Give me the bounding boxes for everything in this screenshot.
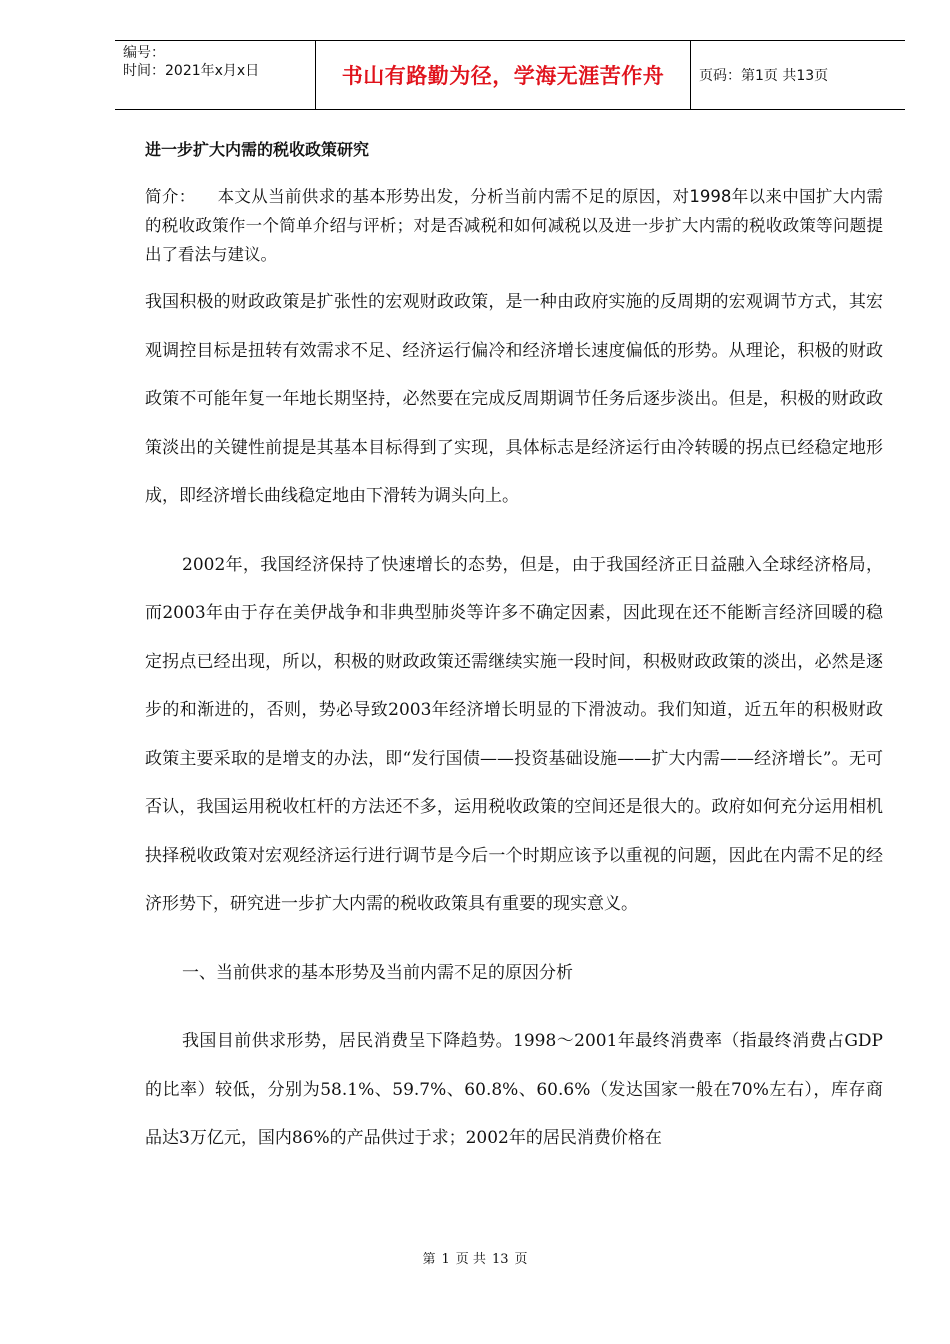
document-summary [145, 182, 883, 269]
doc-code-label: 编号： [123, 45, 165, 61]
header-meta-cell [115, 41, 316, 109]
document-body [145, 128, 883, 1163]
page-footer [0, 1248, 950, 1267]
paragraph-1: 我国积极的财政政策是扩张性的宏观财政政策，是一种由政府实施的反周期的宏观调节方式，其宏观调控目标是扭转有效需求不足、经济运行偏冷和经济增长速度偏低的形势。从理论，积极的财政政策不可能年复一年地长期坚持，必然要在完成反周期调节任务后逐步淡出。但是，积极的财政政策淡出的关键性前提是其基本目标得到了实现，具体标志是经济运行由冷转暖的拐点已经稳定地形成，即经济增长曲线稳定地由下滑转为调头向上。 [145, 292, 883, 506]
footer-page-number: 1 [441, 1252, 450, 1267]
paragraph-3: 我国目前供求形势，居民消费呈下降趋势。1998～2001年最终消费率（指最终消费占GDP的比率）较低，分别为58.1%、59.7%、60.8%、60.6%（发达国家一般在70%左右），库存商品达3万亿元，国内86%的产品供过于求；2002年的居民消费价格在 [145, 1031, 883, 1148]
header-page-info: 页码：第1页 共13页 [699, 68, 829, 84]
paragraph-2: 2002年，我国经济保持了快速增长的态势，但是，由于我国经济正日益融入全球经济格局，而2003年由于存在美伊战争和非典型肺炎等许多不确定因素，因此现在还不能断言经济回暖的稳定拐点已经出现，所以，积极的财政政策还需继续实施一段时间，积极财政政策的淡出，必然是逐步的和渐进的，否则，势必导致2003年经济增长明显的下滑波动。我们知道，近五年的积极财政政策主要采取的是增支的办法，即“发行国债——投资基础设施——扩大内需——经济增长”。无可否认，我国运用税收杠杆的方法还不多，运用税收政策的空间还是很大的。政府如何充分运用相机抉择税收政策对宏观经济运行进行调节是今后一个时期应该予以重视的问题，因此在内需不足的经济形势下，研究进一步扩大内需的税收政策具有重要的现实意义。 [145, 554, 883, 914]
footer-page-mid: 页 共 [455, 1252, 486, 1267]
footer-page-prefix: 第 [422, 1252, 436, 1267]
section-heading-1: 一、当前供求的基本形势及当前内需不足的原因分析 [182, 962, 573, 983]
page-header [115, 40, 905, 110]
summary-text: 本文从当前供求的基本形势出发，分析当前内需不足的原因，对1998年以来中国扩大内需的税收政策作一个简单介绍与评析；对是否减税和如何减税以及进一步扩大内需的税收政策等问题提出了看法与建议。 [145, 187, 884, 264]
footer-page-total: 13 [491, 1252, 509, 1267]
header-motto: 书山有路勤为径，学海无涯苦作舟 [316, 41, 691, 109]
summary-label: 简介： [145, 187, 196, 206]
footer-page-suffix: 页 [514, 1252, 528, 1267]
doc-time-label: 时间：2021年x月x日 [123, 63, 260, 79]
document-title: 进一步扩大内需的税收政策研究 [145, 140, 370, 159]
